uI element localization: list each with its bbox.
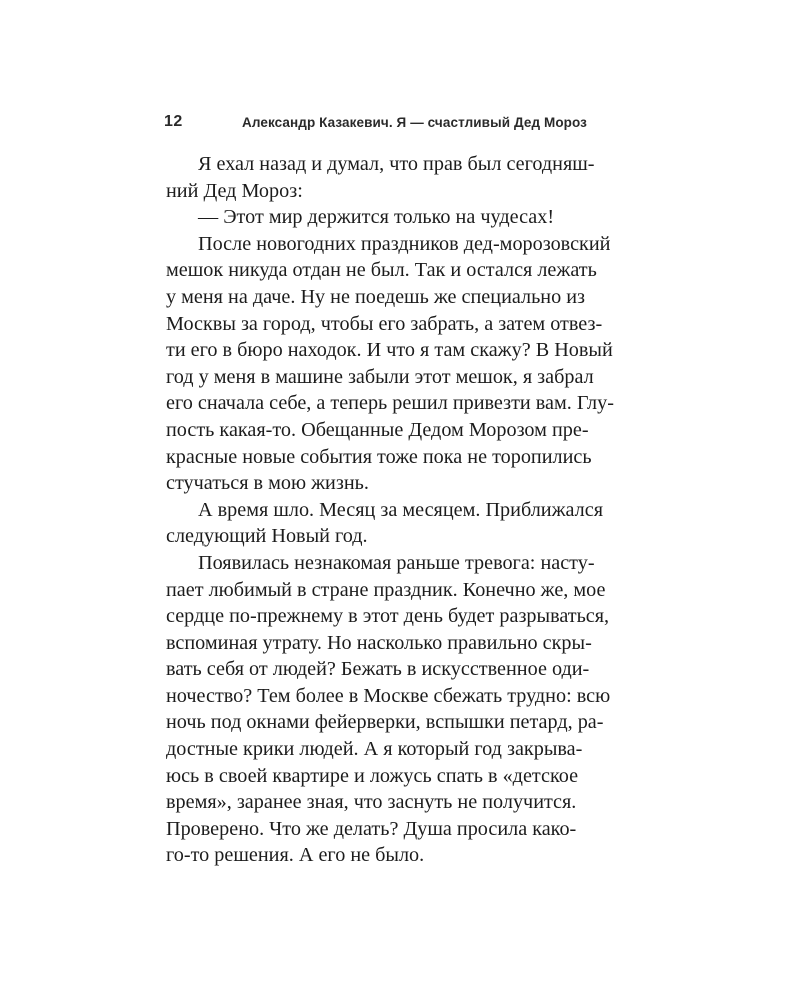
text-line: стучаться в мою жизнь. xyxy=(166,472,369,495)
body-text xyxy=(166,151,660,869)
page-number: 12 xyxy=(164,113,183,130)
text-line: После новогодних праздников дед-морозовский xyxy=(198,232,611,255)
text-line: А время шло. Месяц за месяцем. Приближался xyxy=(198,498,603,521)
text-line: пость какая-то. Обещанные Дедом Морозом пре- xyxy=(166,418,589,441)
text-line: юсь в своей квартире и ложусь спать в «детское xyxy=(166,764,579,787)
text-line: ти его в бюро находок. И что я там скажу? В Новый xyxy=(166,339,613,362)
running-title: Александр Казакевич. Я — счастливый Дед Мороз xyxy=(242,115,587,130)
text-line: Появилась незнакомая раньше тревога: насту- xyxy=(198,551,595,574)
text-line: время», заранее зная, что заснуть не получится. xyxy=(166,791,577,814)
text-line: Я ехал назад и думал, что прав был сегодняш- xyxy=(198,153,595,175)
text-line: его сначала себе, а теперь решил привезти вам. Глу- xyxy=(166,392,614,415)
text-line: ний Дед Мороз: xyxy=(166,179,303,202)
text-line: вспоминая утрату. Но насколько правильно скры- xyxy=(166,631,592,654)
text-line: у меня на даче. Ну не поедешь же специально из xyxy=(166,285,586,308)
text-line: пает любимый в стране праздник. Конечно же, мое xyxy=(166,578,606,601)
text-line: го-то решения. А его не было. xyxy=(166,844,425,867)
text-line: вать себя от людей? Бежать в искусственное оди- xyxy=(166,658,590,681)
text-line: ночь под окнами фейерверки, вспышки петард, ра- xyxy=(166,711,604,734)
text-line: ночество? Тем более в Москве сбежать трудно: всю xyxy=(166,684,611,707)
text-line: Проверено. Что же делать? Душа просила како- xyxy=(166,817,577,840)
text-line: красные новые события тоже пока не торопились xyxy=(166,445,592,468)
text-line: мешок никуда отдан не был. Так и остался лежать xyxy=(166,259,597,282)
text-line: — Этот мир держится только на чудесах! xyxy=(198,206,555,229)
text-line: сердце по-прежнему в этот день будет разрываться, xyxy=(166,605,610,628)
text-line: следующий Новый год. xyxy=(166,525,368,548)
text-line: достные крики людей. А я который год закрыва- xyxy=(166,738,583,761)
text-line: Москвы за город, чтобы его забрать, а затем отвез- xyxy=(166,312,603,335)
text-line: год у меня в машине забыли этот мешок, я забрал xyxy=(166,365,594,388)
running-head xyxy=(164,113,664,133)
